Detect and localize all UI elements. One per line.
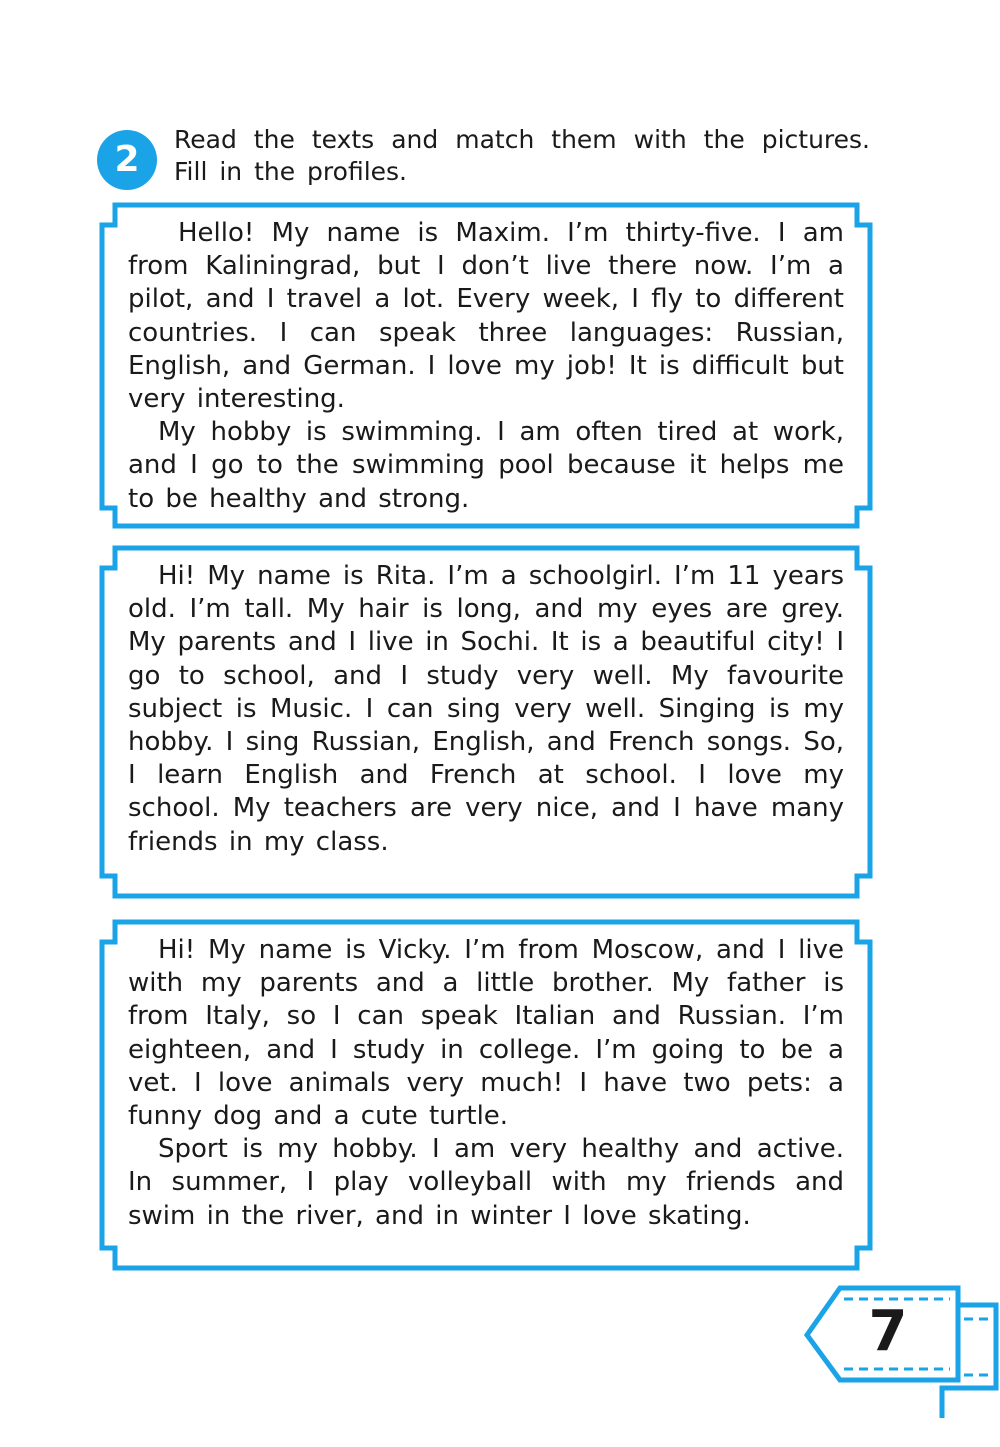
task-number-badge: 2 [97, 130, 157, 190]
paragraph: Hello! My name is Maxim. I’m thirty-five. I am from Kaliningrad, but I don’t live there now. I’m a pilot, and I travel a lot. Every week, I fly to different countries. I can speak three languages: Russian, English, and German. I love my job! It is difficult but very interesting. [128, 218, 844, 415]
page-number: 7 [868, 1299, 908, 1364]
task-instruction [174, 124, 870, 188]
instruction-line: Fill in the profiles. [174, 157, 407, 186]
text-box-maxim [100, 203, 872, 528]
instruction-line: Read the texts and match them with the pictures. [174, 125, 870, 154]
paragraph: My hobby is swimming. I am often tired at work, and I go to the swimming pool because it helps me to be healthy and strong. [128, 417, 844, 514]
paragraph: Hi! My name is Rita. I’m a schoolgirl. I’m 11 years old. I’m tall. My hair is long, and my eyes are grey. My parents and I live in Sochi. It is a beautiful city! I go to school, and I study very well. My favourite subject is Music. I can sing very well. Singing is my hobby. I sing Russian, English, and French songs. So, I learn English and French at school. I love my school. My teachers are very nice, and I have many friends in my class. [128, 561, 844, 857]
text-box-rita [100, 546, 872, 898]
paragraph: Hi! My name is Vicky. I’m from Moscow, and I live with my parents and a little brother. My father is from Italy, so I can speak Italian and Russian. I’m eighteen, and I study in college. I’m going to be a vet. I love animals very much! I have two pets: a funny dog and a cute turtle. [128, 935, 844, 1132]
paragraph: Sport is my hobby. I am very healthy and active. In summer, I play volleyball with my friends and swim in the river, and in winter I love skating. [128, 1134, 844, 1231]
text-body [128, 217, 844, 516]
text-body [128, 934, 844, 1233]
text-body [128, 560, 844, 859]
text-box-vicky [100, 920, 872, 1270]
